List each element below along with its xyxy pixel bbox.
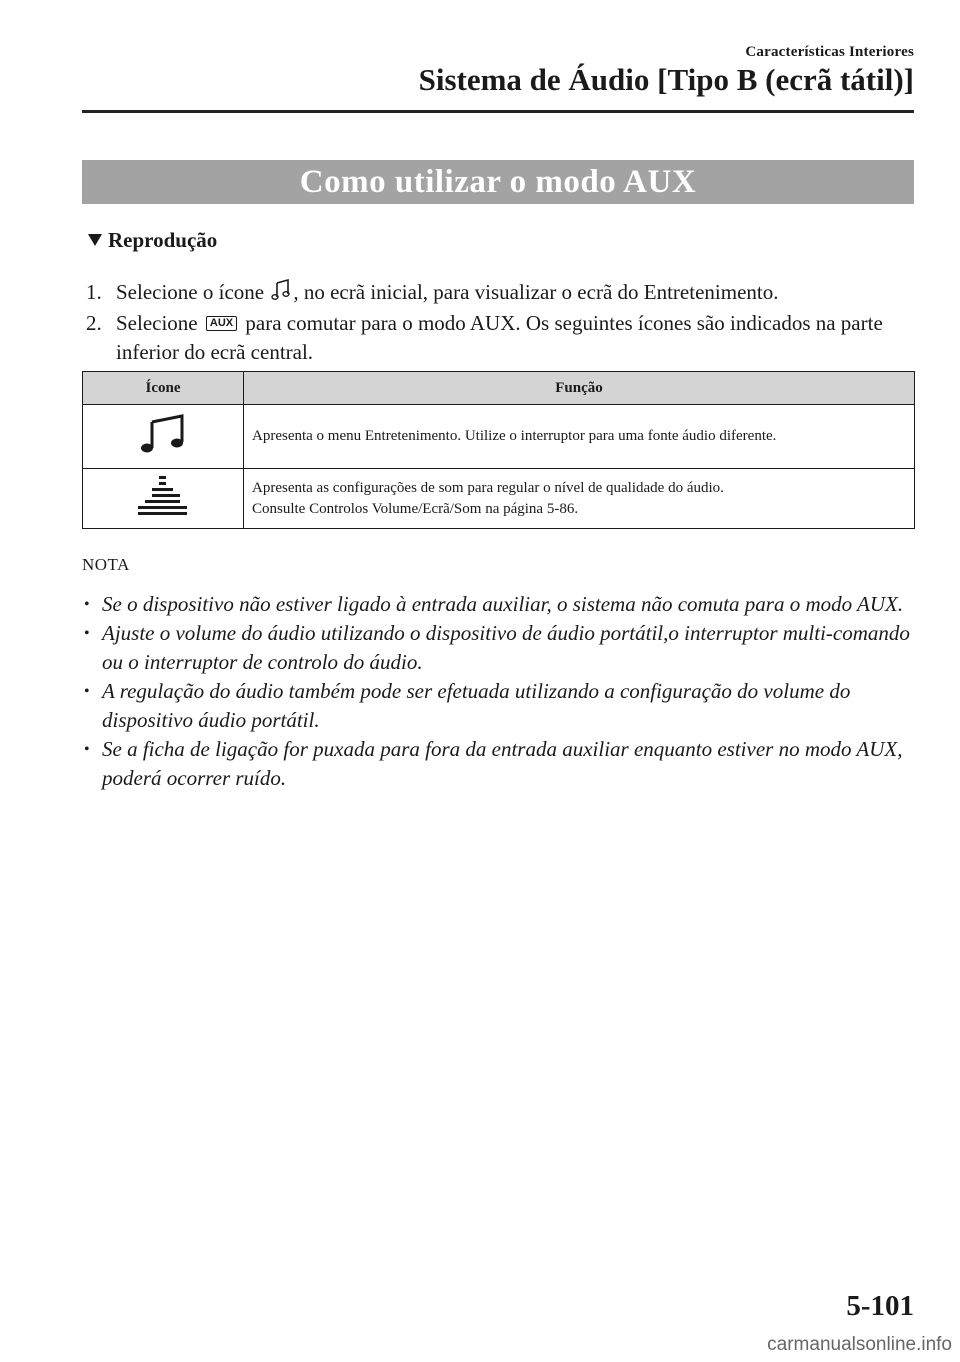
header-rule bbox=[82, 110, 914, 113]
bullet-icon: • bbox=[84, 683, 90, 700]
note-item bbox=[84, 590, 918, 619]
equalizer-icon bbox=[135, 506, 191, 522]
chapter-title: Características Interiores bbox=[745, 44, 914, 60]
steps-list bbox=[86, 278, 916, 367]
note-text: Se o dispositivo não estiver ligado à entrada auxiliar, o sistema não comuta para o modo AUX. bbox=[102, 592, 904, 616]
note-text: A regulação do áudio também pode ser efetuada utilizando a configuração do volume do dispositivo áudio portátil. bbox=[102, 679, 851, 732]
column-header-function: Função bbox=[244, 372, 915, 405]
note-text: Ajuste o volume do áudio utilizando o dispositivo de áudio portátil,o interruptor multi-comando ou o interruptor de controlo do áudio. bbox=[102, 621, 910, 674]
subheading bbox=[88, 228, 217, 253]
desc-line: Apresenta as configurações de som para regular o nível de qualidade do áudio. bbox=[252, 479, 724, 496]
bullet-icon: • bbox=[84, 625, 90, 642]
music-note-icon bbox=[271, 279, 291, 309]
table-desc-cell bbox=[244, 469, 915, 529]
desc-line: Apresenta o menu Entretenimento. Utilize o interruptor para uma fonte áudio diferente. bbox=[252, 428, 777, 444]
table-desc-cell bbox=[244, 405, 915, 469]
step-text-before: Selecione bbox=[116, 311, 203, 335]
step-2 bbox=[86, 309, 916, 367]
step-text-after: para comutar para o modo AUX. Os seguintes ícones são indicados na parte inferior do ecrã central. bbox=[116, 311, 883, 364]
note-label: NOTA bbox=[82, 555, 130, 574]
triangle-down-icon bbox=[88, 234, 102, 246]
subheading-text: Reprodução bbox=[108, 228, 218, 252]
page-number: 5-101 bbox=[846, 1290, 914, 1322]
column-header-icon: Ícone bbox=[83, 372, 244, 405]
step-number: 1. bbox=[86, 280, 102, 304]
desc-line: Consulte Controlos Volume/Ecrã/Som na página 5-86. bbox=[252, 500, 579, 517]
section-title: Sistema de Áudio [Tipo B (ecrã tátil)] bbox=[418, 62, 914, 97]
table-icon-cell bbox=[83, 469, 244, 529]
step-text-after: , no ecrã inicial, para visualizar o ecrã do Entretenimento. bbox=[293, 280, 779, 304]
note-text: Se a ficha de ligação for puxada para fora da entrada auxiliar enquanto estiver no modo AUX, poderá ocorrer ruído. bbox=[102, 737, 903, 790]
table-row bbox=[83, 405, 915, 469]
table-row bbox=[83, 469, 915, 529]
bullet-icon: • bbox=[84, 596, 90, 613]
bullet-icon: • bbox=[84, 741, 90, 758]
note-item bbox=[84, 735, 918, 793]
music-note-icon bbox=[140, 442, 186, 458]
note-item bbox=[84, 677, 918, 735]
step-text bbox=[116, 278, 916, 309]
topic-banner: Como utilizar o modo AUX bbox=[82, 160, 914, 204]
table-icon-cell bbox=[83, 405, 244, 469]
aux-button-icon: AUX bbox=[206, 316, 237, 331]
watermark: carmanualsonline.info bbox=[767, 1334, 952, 1355]
step-text-before: Selecione o ícone bbox=[116, 280, 270, 304]
icon-function-table bbox=[82, 371, 915, 529]
step-number: 2. bbox=[86, 311, 102, 335]
notes-list bbox=[84, 590, 918, 793]
note-item bbox=[84, 619, 918, 677]
step-1 bbox=[86, 278, 916, 309]
step-text bbox=[116, 309, 916, 367]
